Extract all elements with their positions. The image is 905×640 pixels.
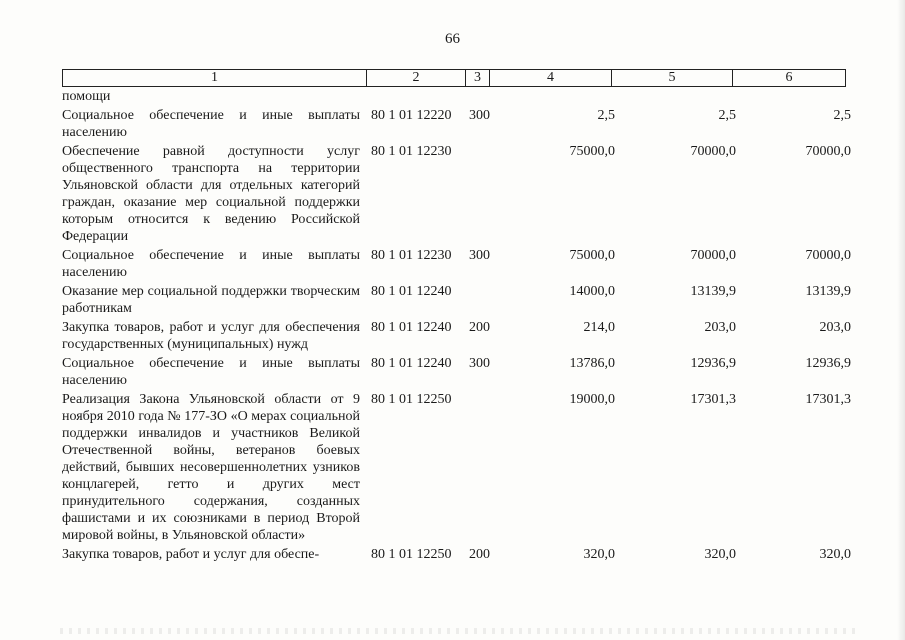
row-value-2: 320,0 [704, 547, 736, 562]
row-type [469, 283, 493, 317]
row-value-1: 214,0 [583, 320, 615, 335]
row-value-3: 70000,0 [805, 248, 851, 263]
row-code: 80 1 01 12230 [371, 144, 452, 159]
row-type [469, 391, 493, 544]
row-name: Закупка товаров, работ и услуг для обеспе- [62, 547, 320, 562]
row-value-2 [615, 88, 736, 105]
row-value-3 [736, 88, 851, 105]
row-name: Реализация Закона Ульяновской области от 9 ноября 2010 года № 177-ЗО «О мерах социальной поддержки инвалидов и участников Великой Отечественной войны, ветеранов боевых действий, бывших несовершеннолетних узников концлагерей, гетто и других мест принудительного содержания, созданных фашистами и их союзниками в период Второй мировой войны, в Ульяновской области» [62, 392, 360, 543]
row-code [360, 88, 469, 105]
scan-edge-shadow [897, 0, 905, 640]
table-row [62, 283, 852, 317]
column-header-2: 2 [367, 70, 466, 87]
row-code: 80 1 01 12240 [371, 284, 452, 299]
scan-noise [60, 628, 860, 634]
row-name: помощи [62, 89, 111, 104]
row-name: Социальное обеспечение и иные выплаты населению [62, 356, 360, 388]
row-type: 200 [469, 547, 490, 562]
table-row [62, 546, 852, 563]
table-row [62, 355, 852, 389]
row-code: 80 1 01 12230 [371, 248, 452, 263]
row-code: 80 1 01 12250 [371, 547, 452, 562]
row-value-1: 320,0 [583, 547, 615, 562]
row-value-3: 13139,9 [805, 284, 851, 299]
row-value-1: 19000,0 [569, 392, 615, 407]
row-value-1: 75000,0 [569, 144, 615, 159]
column-header-1: 1 [63, 70, 367, 87]
page-number: 66 [445, 31, 460, 47]
row-value-3: 320,0 [819, 547, 851, 562]
row-value-3: 2,5 [833, 108, 851, 123]
row-value-2: 12936,9 [690, 356, 736, 371]
row-code: 80 1 01 12240 [371, 320, 452, 335]
column-header-5: 5 [612, 70, 733, 87]
row-value-2: 2,5 [718, 108, 736, 123]
table-row [62, 319, 852, 353]
column-header-row [63, 70, 846, 87]
column-header-6: 6 [733, 70, 846, 87]
row-value-2: 17301,3 [690, 392, 736, 407]
row-name: Закупка товаров, работ и услуг для обеспечения государственных (муниципальных) нужд [62, 320, 360, 352]
row-value-1: 14000,0 [569, 284, 615, 299]
row-code: 80 1 01 12240 [371, 356, 452, 371]
row-type: 300 [469, 356, 490, 371]
row-name: Оказание мер социальной поддержки творческим работникам [62, 284, 360, 316]
row-value-2: 203,0 [704, 320, 736, 335]
table-row [62, 247, 852, 281]
row-type: 200 [469, 320, 490, 335]
column-header-table [62, 69, 846, 87]
table-row [62, 391, 852, 544]
row-code: 80 1 01 12250 [371, 392, 452, 407]
row-value-3: 70000,0 [805, 144, 851, 159]
row-value-3: 17301,3 [805, 392, 851, 407]
row-name: Социальное обеспечение и иные выплаты населению [62, 108, 360, 140]
row-type [469, 88, 493, 105]
column-header-3: 3 [466, 70, 490, 87]
row-type [469, 143, 493, 245]
row-value-1: 13786,0 [569, 356, 615, 371]
row-name: Обеспечение равной доступности услуг общественного транспорта на территории Ульяновской области для отдельных категорий граждан, оказание мер социальной поддержки которым относится к ведению Российской Федерации [62, 144, 360, 244]
row-value-3: 203,0 [819, 320, 851, 335]
row-type: 300 [469, 248, 490, 263]
column-header-4: 4 [490, 70, 612, 87]
row-value-2: 70000,0 [690, 248, 736, 263]
budget-table-body [62, 88, 852, 563]
row-type: 300 [469, 108, 490, 123]
row-value-2: 70000,0 [690, 144, 736, 159]
row-value-1: 75000,0 [569, 248, 615, 263]
table-row [62, 107, 852, 141]
row-value-1 [493, 88, 615, 105]
row-value-1: 2,5 [597, 108, 615, 123]
row-value-3: 12936,9 [805, 356, 851, 371]
table-row [62, 143, 852, 245]
row-name: Социальное обеспечение и иные выплаты населению [62, 248, 360, 280]
table-row [62, 88, 852, 105]
row-value-2: 13139,9 [690, 284, 736, 299]
row-code: 80 1 01 12220 [371, 108, 452, 123]
